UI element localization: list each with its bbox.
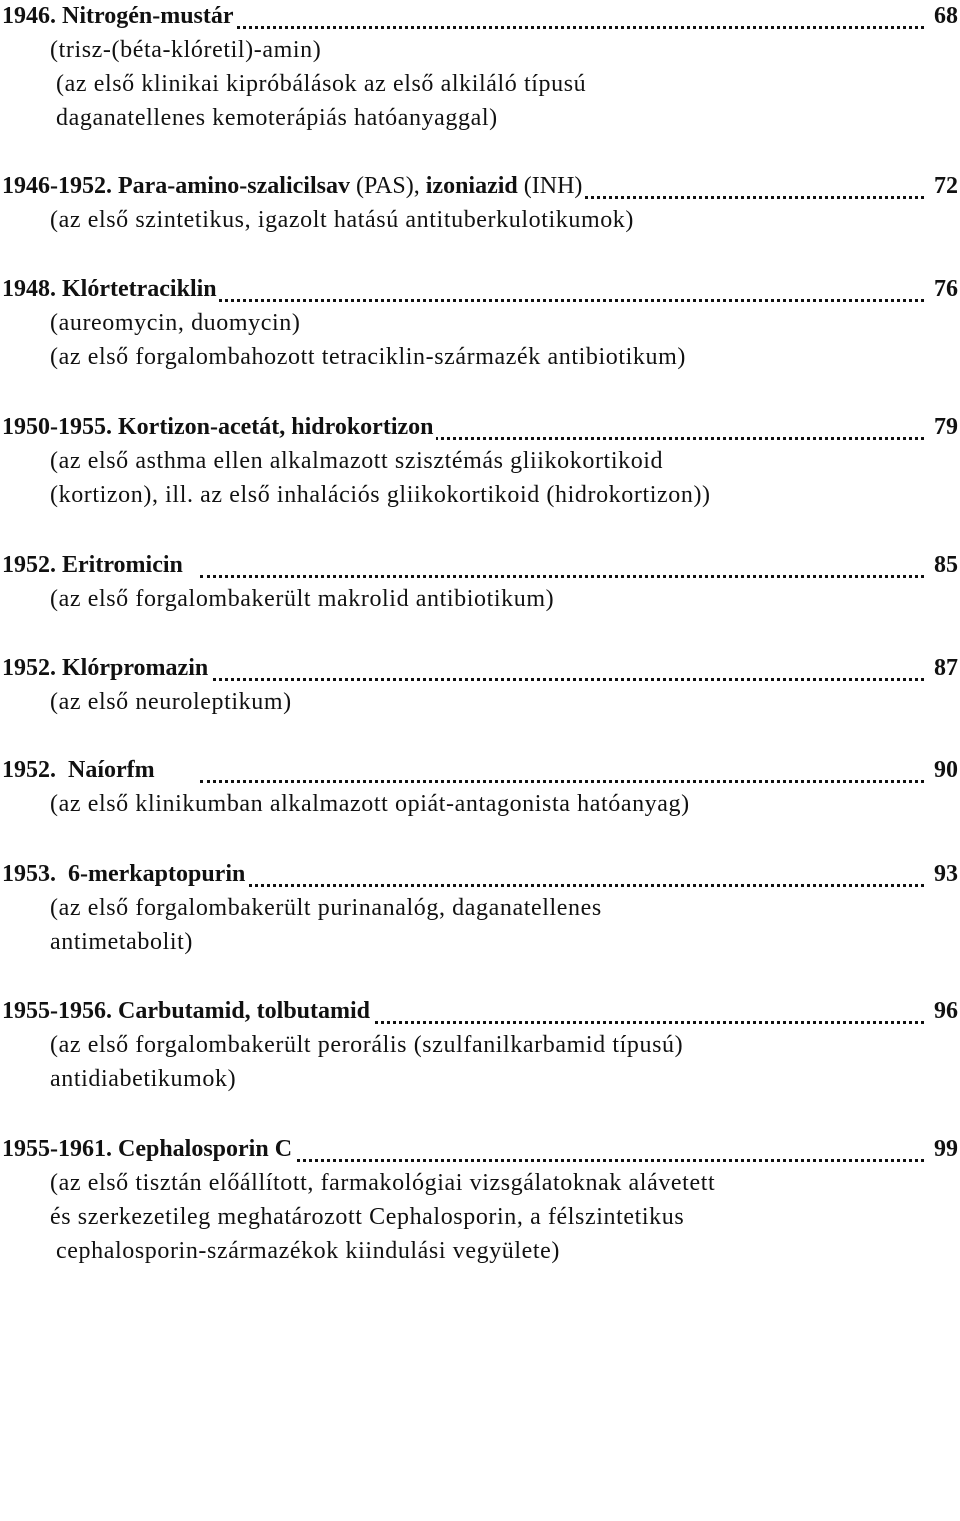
description-line: (az első klinikumban alkalmazott opiát-antagonista hatóanyag) <box>50 791 690 817</box>
toc-entry-heading[interactable] <box>0 995 960 1028</box>
toc-entry-heading[interactable] <box>0 1133 960 1166</box>
description-line: daganatellenes kemoterápiás hatóanyaggal) <box>56 105 498 131</box>
description-line: antimetabolit) <box>50 929 194 955</box>
entry-title: 1952. Eritromicin <box>2 549 185 582</box>
page-number: 96 <box>932 995 958 1028</box>
entry-title: 1950-1955. Kortizon-acetát, hidrokortizon <box>2 411 436 444</box>
description-line: és szerkezetileg meghatározott Cephalosporin, a félszintetikus <box>50 1204 685 1230</box>
description-line: (az első klinikai kipróbálások az első alkiláló típusú <box>56 71 587 97</box>
description-line: antidiabetikumok) <box>50 1066 237 1092</box>
description-line: (az első forgalombakerült perorális (szulfanilkarbamid típusú) <box>50 1032 684 1058</box>
entry-description <box>0 685 960 719</box>
toc-entry-heading[interactable] <box>0 170 960 203</box>
page-number: 85 <box>932 549 958 582</box>
toc-entry-heading[interactable] <box>0 549 960 582</box>
entry-description <box>0 1166 960 1268</box>
toc-entry <box>0 411 960 512</box>
entry-title: 1948. Klórtetraciklin <box>2 273 219 306</box>
page-number: 87 <box>932 652 958 685</box>
entry-description <box>0 787 960 821</box>
page-number: 68 <box>932 0 958 33</box>
dot-leader <box>200 776 924 783</box>
description-line: (trisz-(béta-klóretil)-amin) <box>50 37 322 63</box>
entry-title: 1952. Klórpromazin <box>2 652 210 685</box>
dot-leader <box>200 674 924 681</box>
description-line: (kortizon), ill. az első inhalációs gliikokortikoid (hidrokortizon)) <box>50 482 711 508</box>
page-number: 72 <box>932 170 958 203</box>
toc-entry <box>0 549 960 616</box>
description-line: (az első neuroleptikum) <box>50 689 292 715</box>
toc-entry <box>0 652 960 719</box>
dot-leader <box>200 880 924 887</box>
page-number: 90 <box>932 754 958 787</box>
description-line: (aureomycin, duomycin) <box>50 310 301 336</box>
dot-leader <box>200 571 924 578</box>
entry-description <box>0 444 960 512</box>
toc-entry <box>0 0 960 135</box>
entry-title-part: (PAS), <box>349 173 426 199</box>
entry-title-part: izoniazid <box>425 173 518 199</box>
page-number: 76 <box>932 273 958 306</box>
entry-title: 1946. Nitrogén-mustár <box>2 0 236 33</box>
page-number: 79 <box>932 411 958 444</box>
dot-leader <box>200 22 924 29</box>
description-line: (az első forgalombakerült purinanalóg, daganatellenes <box>50 895 602 921</box>
description-line: (az első tisztán előállított, farmakológiai vizsgálatoknak alávetett <box>50 1170 716 1196</box>
entry-title: 1955-1961. Cephalosporin C <box>2 1133 294 1166</box>
dot-leader <box>200 1155 924 1162</box>
entry-title <box>2 170 584 203</box>
toc-entry <box>0 754 960 821</box>
toc-entry <box>0 273 960 374</box>
description-line: cephalosporin-származékok kiindulási vegyülete) <box>56 1238 561 1264</box>
description-line: (az első forgalombahozott tetraciklin-származék antibiotikum) <box>50 344 686 370</box>
toc-entry <box>0 1133 960 1268</box>
toc-entry-heading[interactable] <box>0 273 960 306</box>
toc-entry-heading[interactable] <box>0 411 960 444</box>
toc-entry-heading[interactable] <box>0 858 960 891</box>
entry-description <box>0 582 960 616</box>
description-line: (az első szintetikus, igazolt hatású antituberkulotikumok) <box>50 207 634 233</box>
description-line: (az első asthma ellen alkalmazott szisztémás gliikokortikoid <box>50 448 664 474</box>
page-number: 99 <box>932 1133 958 1166</box>
entry-title: 1955-1956. Carbutamid, tolbutamid <box>2 995 372 1028</box>
page-number: 93 <box>932 858 958 891</box>
entry-description <box>0 891 960 959</box>
entry-title: 1952. Naíorfm <box>2 754 157 787</box>
entry-description <box>0 1028 960 1096</box>
entry-description <box>0 33 960 135</box>
toc-entry <box>0 858 960 959</box>
entry-description <box>0 306 960 374</box>
toc-entry-heading[interactable] <box>0 0 960 33</box>
entry-title: 1953. 6-merkaptopurin <box>2 858 247 891</box>
entry-description <box>0 203 960 237</box>
entry-title-part: 1946-1952. Para-amino-szalicilsav <box>2 173 350 199</box>
dot-leader <box>200 295 924 302</box>
toc-entry-heading[interactable] <box>0 754 960 787</box>
toc-entry-heading[interactable] <box>0 652 960 685</box>
description-line: (az első forgalombakerült makrolid antibiotikum) <box>50 586 555 612</box>
toc-entry <box>0 170 960 237</box>
entry-title-part: (INH) <box>517 173 583 199</box>
toc-entry <box>0 995 960 1096</box>
